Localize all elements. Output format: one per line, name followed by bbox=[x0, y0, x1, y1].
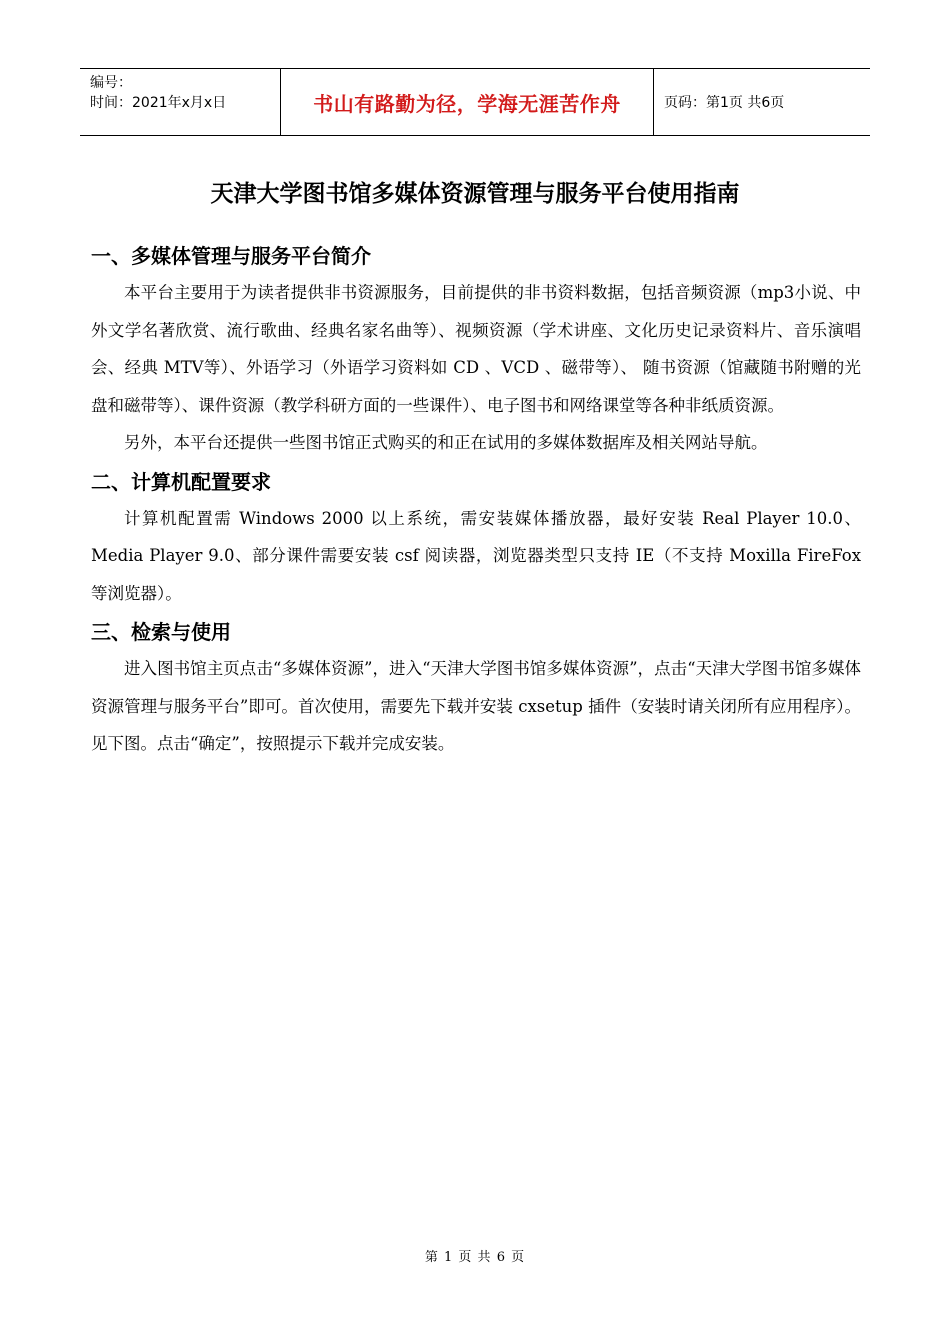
document-body bbox=[91, 240, 861, 763]
paragraph: 另外，本平台还提供一些图书馆正式购买的和正在试用的多媒体数据库及相关网站导航。 bbox=[124, 433, 768, 452]
section-usage bbox=[91, 616, 861, 763]
number-label: 编号： bbox=[90, 75, 132, 91]
time-label: 时间：2021年x月x日 bbox=[90, 95, 227, 111]
paragraph: 计算机配置需 Windows 2000 以上系统，需安装媒体播放器，最好安装 Real Player 10.0、Media Player 9.0、部分课件需要安装 csf 阅读器，浏览器类型只支持 IE（不支持 Moxilla FireFox 等浏览器）。 bbox=[91, 508, 861, 603]
section-requirements bbox=[91, 466, 861, 613]
section-heading: 一、多媒体管理与服务平台简介 bbox=[91, 244, 371, 268]
header-meta-cell bbox=[80, 69, 281, 135]
section-heading: 二、计算机配置要求 bbox=[91, 469, 271, 494]
section-intro bbox=[91, 240, 861, 462]
paragraph: 本平台主要用于为读者提供非书资源服务，目前提供的非书资料数据，包括音频资源（mp3小说、中外文学名著欣赏、流行歌曲、经典名家名曲等）、视频资源（学术讲座、文化历史记录资料片、音乐演唱会、经典 MTV等）、外语学习（外语学习资料如 CD 、VCD 、磁带等）、 随书资源（馆藏随书附赠的光盘和磁带等）、课件资源（教学科研方面的一些课件）、电子图书和网络课堂等各种非纸质资源。 bbox=[91, 283, 861, 415]
section-heading: 三、检索与使用 bbox=[91, 620, 231, 644]
motto-text: 书山有路勤为径，学海无涯苦作舟 bbox=[313, 91, 621, 116]
page-footer: 第 1 页 共 6 页 bbox=[424, 1250, 526, 1265]
document-header bbox=[80, 68, 870, 136]
header-motto-cell bbox=[281, 69, 654, 135]
header-page-info: 页码：第1页 共6页 bbox=[664, 95, 785, 111]
paragraph: 进入图书馆主页点击“多媒体资源”，进入“天津大学图书馆多媒体资源”，点击“天津大学图书馆多媒体资源管理与服务平台”即可。首次使用，需要先下载并安装 cxsetup 插件（安装时请关闭所有应用程序）。见下图。点击“确定”，按照提示下载并完成安装。 bbox=[91, 659, 861, 753]
header-page-cell bbox=[654, 69, 870, 135]
document-title: 天津大学图书馆多媒体资源管理与服务平台使用指南 bbox=[210, 181, 740, 207]
